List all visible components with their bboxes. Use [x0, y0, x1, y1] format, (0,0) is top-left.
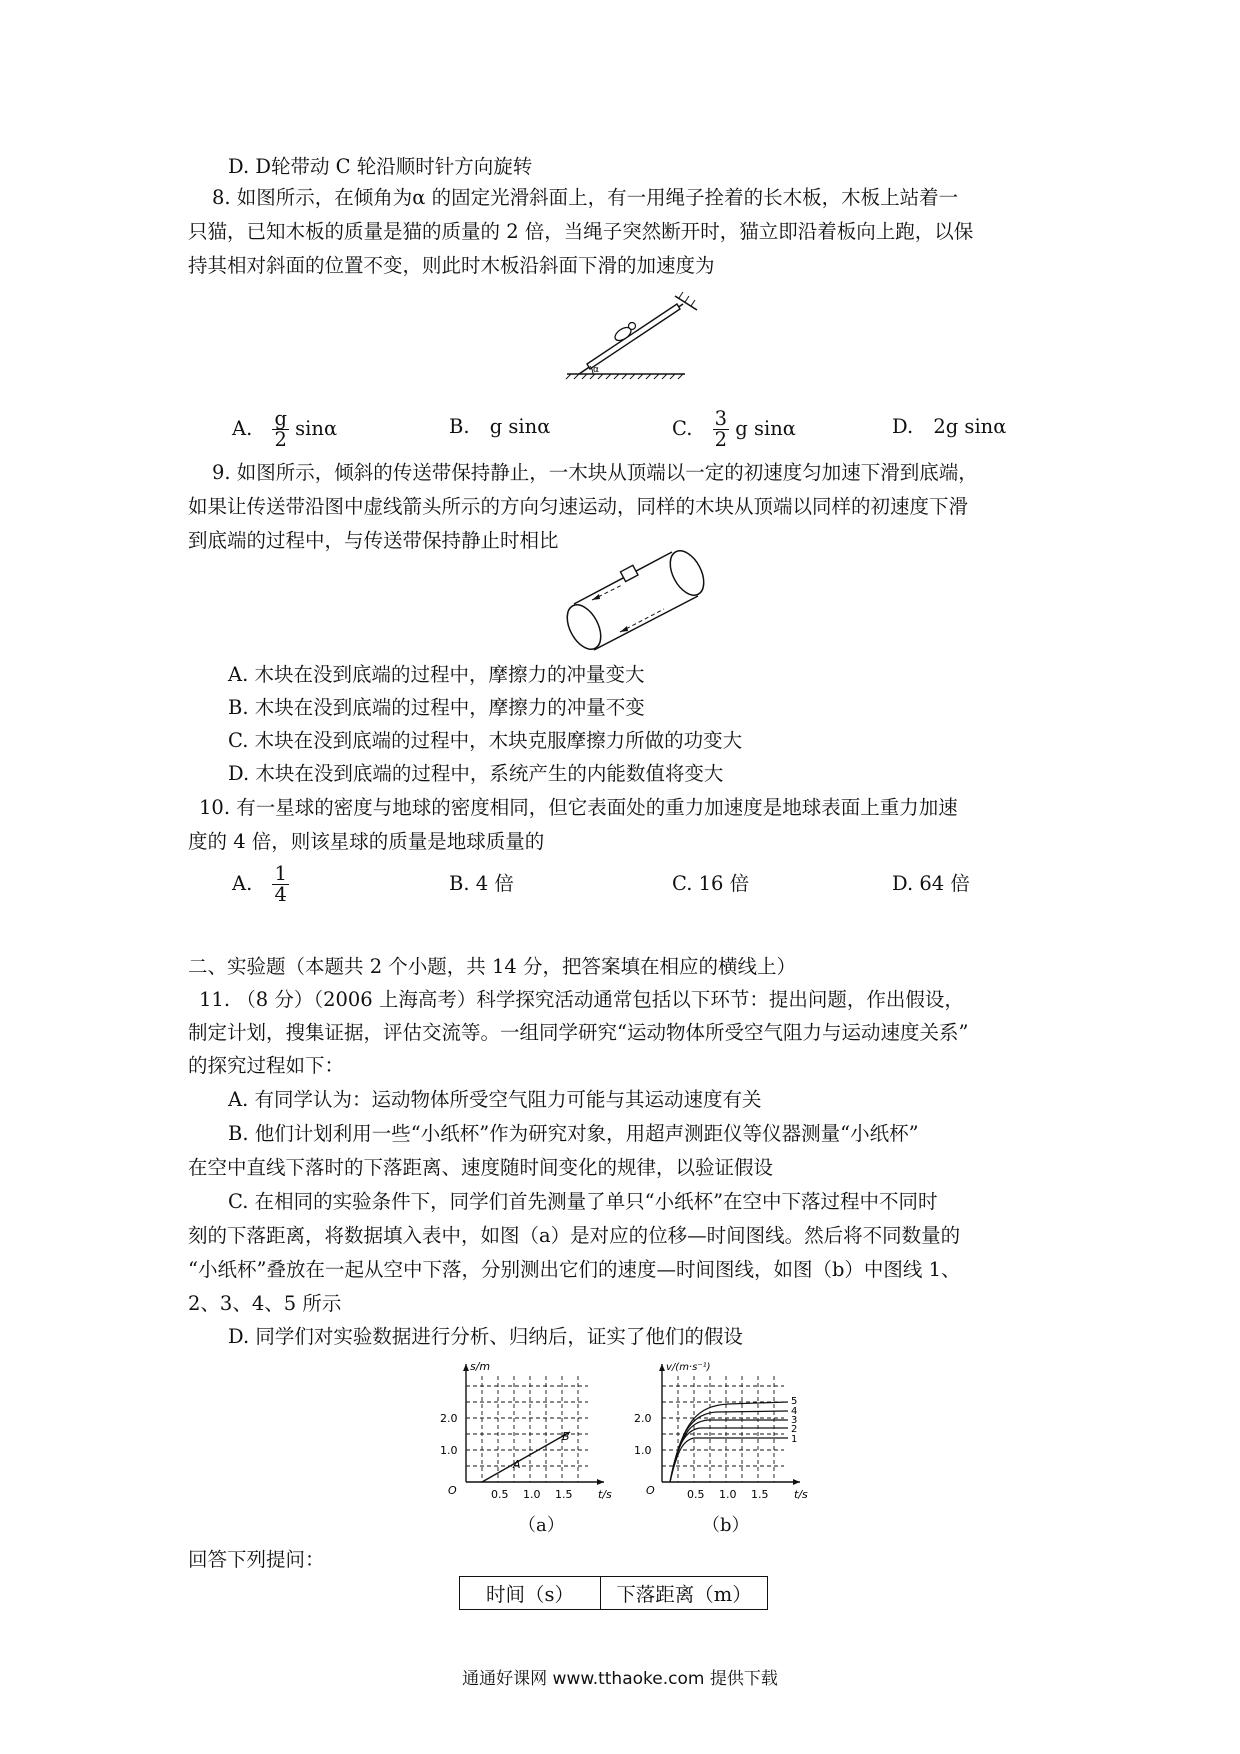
- graph-b-curve-4: [670, 1411, 788, 1482]
- graph-a-point-b: B: [562, 1430, 570, 1443]
- graph-a-xlabel: t/s: [598, 1488, 612, 1501]
- graph-a-grid: [466, 1376, 588, 1482]
- q8-option-c-letter: C.: [672, 417, 693, 440]
- graph-b-ytick-2: 2.0: [634, 1412, 652, 1425]
- graph-b-curve-label-5: 5: [791, 1396, 798, 1407]
- q11-prompt: 回答下列提问：: [188, 1548, 325, 1571]
- q9-line-3: 到底端的过程中，与传送带保持静止时相比: [188, 529, 559, 552]
- q11-data-table: [459, 1576, 768, 1610]
- graph-a-point-a: A: [513, 1458, 521, 1471]
- q8-line-1: 8. 如图所示，在倾角为α 的固定光滑斜面上，有一用绳子拴着的长木板，木板上站着一: [212, 186, 959, 209]
- q9-line-2: 如果让传送带沿图中虚线箭头所示的方向匀速运动，同样的木块从顶端以同样的初速度下滑: [188, 495, 969, 518]
- q7-option-d: D. D轮带动 C 轮沿顺时针方向旋转: [228, 155, 533, 178]
- q10-option-a-den: 4: [274, 883, 287, 906]
- q8-option-b: [449, 413, 550, 441]
- q9-option-d: D. 木块在没到底端的过程中，系统产生的内能数值将变大: [228, 762, 724, 785]
- q10-option-a-letter: A.: [232, 872, 253, 895]
- graph-a-ylabel: s/m: [470, 1360, 491, 1373]
- table-header-row: [460, 1577, 768, 1610]
- q11-line-1: 11. （8 分）（2006 上海高考）科学探究活动通常包括以下环节：提出问题，作出假设，: [199, 988, 964, 1011]
- q8-option-c-num: 3: [714, 407, 728, 430]
- q10-option-c: C. 16 倍: [672, 872, 750, 895]
- table-header-distance: 下落距离（m）: [601, 1577, 768, 1610]
- section-2-heading: 二、实验题（本题共 2 个小题，共 14 分，把答案填在相应的横线上）: [188, 955, 797, 978]
- graph-a-caption: （a）: [518, 1515, 565, 1536]
- q10-option-a-fraction: [272, 864, 288, 905]
- q11-graph-b: [628, 1356, 818, 1508]
- q10-option-a-num: 1: [274, 862, 287, 885]
- graph-a-ytick-1: 1.0: [440, 1444, 458, 1457]
- q11-step-a: A. 有同学认为：运动物体所受空气阻力可能与其运动速度有关: [228, 1088, 762, 1111]
- graph-a-xtick-3: 1.5: [555, 1488, 573, 1501]
- q10-options: [0, 858, 1240, 908]
- graph-a-xtick-2: 1.0: [523, 1488, 541, 1501]
- q11-step-c-3: “小纸杯”叠放在一起从空中下落，分别测出它们的速度—时间图线，如图（b）中图线 1、: [188, 1258, 961, 1281]
- graph-b-ytick-1: 1.0: [634, 1444, 652, 1457]
- graph-b-grid: [662, 1376, 784, 1482]
- q8-option-a-num: g: [274, 407, 287, 430]
- q8-line-2: 只猫，已知木板的质量是猫的质量的 2 倍，当绳子突然断开时，猫立即沿着板向上跑，以保: [188, 220, 974, 243]
- q8-option-a-fraction: [272, 409, 288, 450]
- q9-option-b: B. 木块在没到底端的过程中，摩擦力的冲量不变: [228, 696, 645, 719]
- graph-b-ylabel: v/(m·s⁻¹): [666, 1362, 711, 1373]
- graph-a-origin: O: [448, 1484, 457, 1497]
- q11-step-c-2: 刻的下落距离，将数据填入表中，如图（a）是对应的位移—时间图线。然后将不同数量的: [188, 1224, 961, 1247]
- page-footer: 通通好课网 www.tthaoke.com 提供下载: [462, 1669, 778, 1689]
- q8-line-3: 持其相对斜面的位置不变，则此时木板沿斜面下滑的加速度为: [188, 254, 715, 277]
- q9-conveyor-figure: [552, 548, 722, 660]
- graph-b-xlabel: t/s: [794, 1488, 808, 1501]
- q11-step-c-4: 2、3、4、5 所示: [188, 1292, 342, 1315]
- graph-a-xtick-1: 0.5: [491, 1488, 509, 1501]
- graph-b-curve-1: [670, 1438, 788, 1482]
- q8-option-a-letter: A.: [232, 417, 253, 440]
- q10-option-b: B. 4 倍: [449, 872, 514, 895]
- q8-option-b-letter: B.: [449, 415, 470, 438]
- q9-line-1: 9. 如图所示，倾斜的传送带保持静止，一木块从顶端以一定的初速度匀加速下滑到底端，: [212, 461, 978, 484]
- q9-option-a: A. 木块在没到底端的过程中，摩擦力的冲量变大: [228, 663, 645, 686]
- q8-option-c-den: 2: [714, 428, 728, 451]
- graph-b-xtick-1: 0.5: [687, 1488, 705, 1501]
- q11-step-b-2: 在空中直线下落时的下落距离、速度随时间变化的规律，以验证假设: [188, 1156, 774, 1179]
- q8-option-d-text: 2g sinα: [933, 415, 1007, 438]
- q11-line-3: 的探究过程如下：: [188, 1054, 345, 1077]
- q9-option-c: C. 木块在没到底端的过程中，木块克服摩擦力所做的功变大: [228, 729, 743, 752]
- q8-incline-figure: [565, 288, 705, 380]
- q11-step-d: D. 同学们对实验数据进行分析、归纳后，证实了他们的假设: [228, 1325, 743, 1348]
- q11-step-c-1: C. 在相同的实验条件下，同学们首先测量了单只“小纸杯”在空中下落过程中不同时: [228, 1190, 938, 1213]
- q11-line-2: 制定计划，搜集证据，评估交流等。一组同学研究“运动物体所受空气阻力与运动速度关系”: [188, 1021, 969, 1044]
- q8-option-c-tail: g sinα: [735, 417, 796, 440]
- q8-option-a: [232, 409, 337, 450]
- graph-b-xtick-2: 1.0: [719, 1488, 737, 1501]
- q8-option-c-fraction: [713, 409, 729, 450]
- graph-b-origin: O: [646, 1484, 655, 1497]
- q8-option-d-letter: D.: [892, 415, 914, 438]
- graph-b-curve-2: [670, 1428, 788, 1482]
- q11-graph-a: [438, 1356, 618, 1508]
- q8-option-b-text: g sinα: [489, 415, 551, 438]
- graph-b-curve-5: [670, 1402, 788, 1482]
- q8-option-a-den: 2: [274, 428, 287, 451]
- q8-option-d: [892, 413, 1006, 441]
- table-header-time: 时间（s）: [460, 1577, 601, 1610]
- q10-option-d: D. 64 倍: [892, 872, 970, 895]
- q8-option-c: [672, 409, 796, 450]
- graph-b-curve-label-3: 3: [791, 1415, 798, 1426]
- graph-b-curve-label-4: 4: [791, 1406, 798, 1417]
- q11-step-b-1: B. 他们计划利用一些“小纸杯”作为研究对象，用超声测距仪等仪器测量“小纸杯”: [228, 1122, 919, 1145]
- graph-a-ytick-2: 2.0: [440, 1412, 458, 1425]
- q10-line-1: 10. 有一星球的密度与地球的密度相同，但它表面处的重力加速度是地球表面上重力加速: [199, 796, 958, 819]
- q8-angle-label: α: [593, 365, 599, 375]
- graph-b-curves: [670, 1402, 788, 1482]
- q8-option-a-tail: sinα: [295, 417, 338, 440]
- q10-line-2: 度的 4 倍，则该星球的质量是地球质量的: [188, 830, 545, 853]
- graph-b-curve-label-1: 1: [791, 1434, 798, 1445]
- graph-b-caption: （b）: [702, 1515, 750, 1536]
- graph-b-xtick-3: 1.5: [751, 1488, 769, 1501]
- graph-b-curve-label-2: 2: [791, 1424, 798, 1435]
- q10-option-a: [232, 864, 289, 905]
- q8-options: [0, 401, 1240, 451]
